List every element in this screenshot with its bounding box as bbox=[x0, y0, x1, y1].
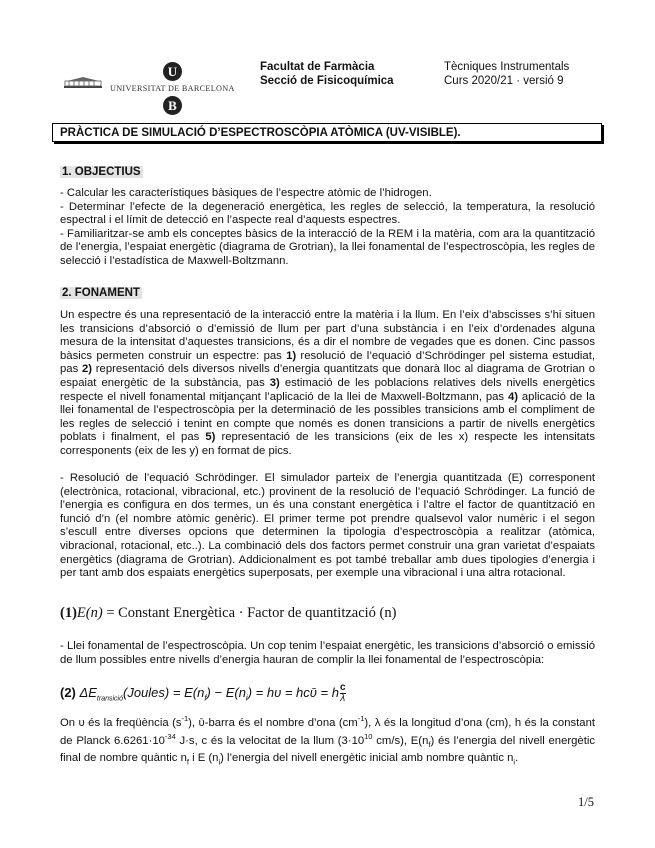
faculty-name: Facultat de Farmàcia bbox=[260, 61, 375, 73]
equation-lhs: E(n) bbox=[76, 605, 103, 621]
paragraph-fundamental-law: - Llei fonamental de l’espectroscòpia. Un cop tenim l’espaiat energètic, les transicions d’absorció o emissió de llum possibles entre nivells d’energia hauran de complir la llei fonamental de l’espectroscòpia: bbox=[60, 640, 595, 666]
list-item: - Familiaritzar-se amb els conceptes bàsics de la interacció de la REM i la matèria, com ara la quantització de l’energia, l’espaiat energètic (diagrama de Grotrian), la llei fonamental de l’espectroscòpia, les regles de selecció i l’estadística de Maxwell-Boltzmann. bbox=[60, 227, 595, 267]
paragraph-intro: Un espectre és una representació de la interacció entre la matèria i la llum. En l’eix d’abscisses s’hi situen les transicions d’absorció o d’emissió de llum per part d’una substància i en l’eix d’ordenades alguna mesura de la intensitat d’aquestes transicions, és a dir el nombre de vegades que es donen. Cinc passos bàsics permeten construir un espectre: pas 1) resolució de l’equació d’Schrödinger pel sistema estudiat, pas 2) representació dels diversos nivells d’energia quantitzats que donarà lloc al diagrama de Grotrian o espaiat energètic de la substància, pas 3) estimació de les poblacions relatives dels nivells energètics respecte el nivell fonamental mitjançant l’aplicació de la llei de Maxwell-Boltzmann, pas 4) aplicació de la llei fonamental de l’espectroscòpia per la determinació de les possibles transicions amb el compliment de les regles de selecció i tenint en compte que només es donen transicions a partir de nivells energètics poblats i finalment, el pas 5) representació de les transicions (eix de les x) respecte les intensitats corresponents (eix de les y) en format de pics. bbox=[60, 309, 595, 457]
page-number: 1/5 bbox=[578, 795, 594, 809]
paragraph-symbols: On υ és la freqüència $(s^{-1})$, ῡ-barra és el nombre d’ona $(cm^{-1})$, λ és la longitud d’ona (cm), h és la constant de Planck $6.6261\cdot 10^{-34}$ J·s, c és la velocitat de la llum ($3\cdot 10^{10}$ cm/s), $E(n_f)$ és l’energia del nivell energètic final de nombre quàntic $n_f$ i E $(n_i)$ l’energia del nivell energètic inicial amb nombre quàntic $n_i$. bbox=[60, 714, 595, 767]
equation-2: (2) $\Delta E_{transició}(Joules) = E(n_f) - E(n_i) = h\upsilon$ = hcῡ = h $\frac{c}{\lambda}$ bbox=[60, 682, 346, 704]
list-item: - Calcular les característiques bàsiques de l’espectre atòmic de l’hidrogen. bbox=[60, 187, 432, 199]
equation-fraction: $\frac{c}{\lambda}$ bbox=[339, 682, 346, 704]
course-title: Tècniques Instrumentals bbox=[444, 61, 570, 73]
list-item: - Determinar l’efecte de la degeneració energètica, les regles de selecció, la temperatura, la resolució espectral i el límit de detecció en l’aspecte real d’aquests espectres. bbox=[60, 200, 595, 227]
building-icon bbox=[64, 77, 102, 89]
faculty-block bbox=[260, 60, 394, 88]
section-heading-text: 1. OBJECTIUS bbox=[62, 166, 141, 178]
logo-letter-b: B bbox=[163, 96, 182, 115]
document-title: PRÀCTICA DE SIMULACIÓ D’ESPECTROSCÒPIA ATÒMICA (UV-VISIBLE). bbox=[52, 123, 602, 142]
section-heading-fonament bbox=[60, 283, 142, 301]
paragraph-schrodinger: - Resolució de l’equació Schrödinger. El simulador parteix de l’energia quantitzada (E) corresponent (electrònica, rotacional, vibracional, etc.) provinent de la resolució de l’equació Schrödinger. La funció de l’energia es configura en dos termes, un és una constant energètica i l’altre el factor de quantització en funció d’n (el nombre atòmic genèric). El primer terme pot prendre qualsevol valor numèric i el segon s’escull entre diverses opcions que determinen la tipologia d’espectroscòpia a realitzar (atòmica, vibracional, rotacional, etc..). La combinació dels dos factors permet construir una gran varietat d’espaiats energètics (diagrama de Grotrian). Addicionalment es pot també treballar amb dues tipologies d’energia i per tant amb dos espaiats energètics superposats, per exemple una vibracional i una altra rotacional. bbox=[60, 472, 595, 580]
equation-rhs: = Constant Energètica · Factor de quantització (n) bbox=[106, 605, 397, 621]
logo-letter-u: U bbox=[163, 62, 182, 81]
equation-1 bbox=[60, 605, 396, 622]
logo-text: UNIVERSITAT DE BARCELONA bbox=[110, 84, 235, 93]
equation-label: (1) bbox=[60, 605, 77, 621]
section-heading-text: 2. FONAMENT bbox=[62, 287, 140, 299]
equation-label: (2) bbox=[60, 684, 76, 700]
university-logo bbox=[62, 62, 242, 116]
section-heading-objectius bbox=[60, 162, 143, 180]
objectius-list bbox=[60, 187, 595, 269]
course-year: Curs 2020/21 · versió 9 bbox=[444, 75, 564, 87]
section-name: Secció de Fisicoquímica bbox=[260, 75, 394, 87]
course-block bbox=[444, 60, 569, 88]
